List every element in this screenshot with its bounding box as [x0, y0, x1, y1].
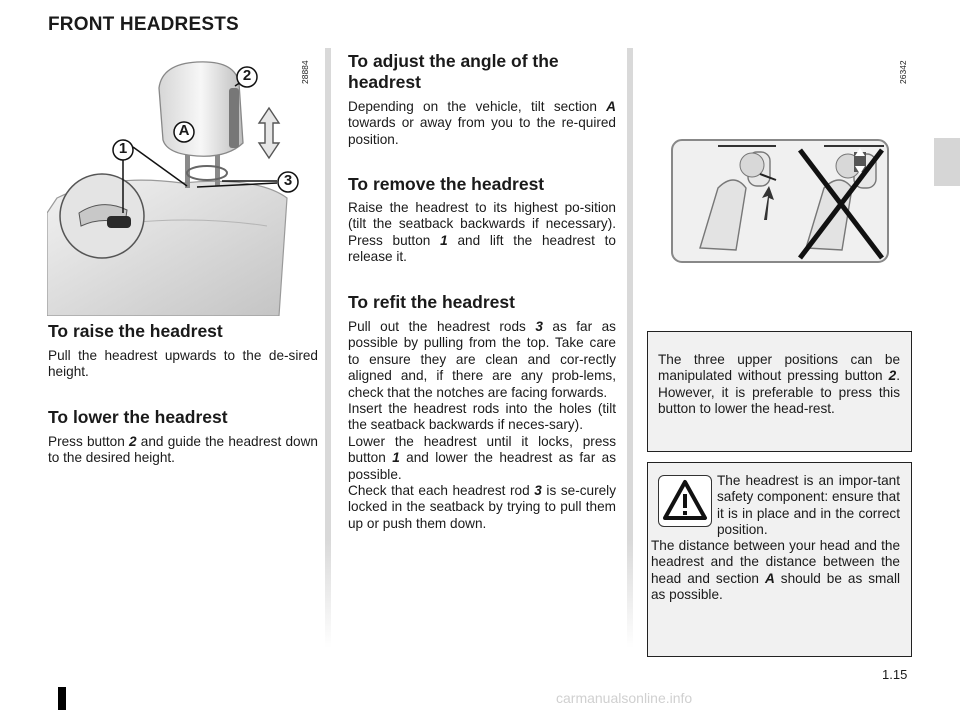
- refit-paragraph-4: Check that each headrest rod 3 is se-curely locked in the seatback by trying to pull them up or push them down.: [348, 483, 616, 531]
- column-divider-left: [325, 48, 331, 648]
- lower-body: Press button 2 and guide the headrest down to the desired height.: [48, 434, 318, 466]
- callout-A: A: [178, 122, 190, 139]
- page-title: FRONT HEADRESTS: [48, 14, 239, 35]
- warning-tail-text: The distance between your head and the headrest and the distance between the head and section A should be as small as possible.: [651, 538, 900, 603]
- refit-heading: To refit the headrest: [348, 292, 515, 312]
- lower-heading: To lower the headrest: [48, 407, 228, 427]
- refit-paragraph-3: Lower the headrest until it locks, press button 1 and lower the headrest as far as possible.: [348, 433, 616, 482]
- headrest-illustration: [47, 48, 317, 316]
- page-number: 1.15: [882, 667, 908, 682]
- remove-heading: To remove the headrest: [348, 174, 545, 194]
- position-figure: [648, 110, 910, 280]
- warning-note: [647, 462, 912, 657]
- warning-triangle-icon: [658, 475, 712, 527]
- callout-2: 2: [242, 67, 252, 84]
- info-note-text: The three upper positions can be manipulated without pressing button 2. However, it is preferable to press this button to lower the head-rest.: [658, 352, 900, 417]
- figure-code-left: 28884: [300, 60, 310, 84]
- remove-body: Raise the headrest to its highest po-sition (tilt the seatback backwards if necessary). Press button 1 and lift the headrest to release it.: [348, 200, 616, 265]
- raise-body: Pull the headrest upwards to the de-sired height.: [48, 348, 318, 380]
- angle-heading: To adjust the angle of the headrest: [348, 51, 559, 92]
- headrest-figure: [47, 48, 317, 316]
- refit-paragraph-2: Insert the headrest rods into the holes (tilt the seatback backwards if neces-sary).: [348, 401, 616, 433]
- warning-lead-text: The headrest is an impor-tant safety component: ensure that it is in place and in the correct position.: [717, 473, 900, 538]
- column-divider-right: [627, 48, 633, 648]
- figure-code-right: 26342: [898, 60, 908, 84]
- refit-body: [348, 319, 616, 532]
- raise-heading: To raise the headrest: [48, 321, 223, 341]
- page-corner-mark: [58, 687, 66, 710]
- info-note: [647, 331, 912, 452]
- callout-1: 1: [118, 140, 128, 157]
- callout-3: 3: [283, 172, 293, 189]
- refit-paragraph-1: Pull out the headrest rods 3 as far as possible by pulling from the top. Take care to ensure they are clean and cor-rectly aligned and, if there are any prob-lems, check that the notches are facing forwards.: [348, 319, 616, 400]
- position-illustration: [648, 110, 910, 280]
- angle-body: Depending on the vehicle, tilt section A towards or away from you to the re-quired position.: [348, 99, 616, 147]
- chapter-tab: [934, 138, 960, 186]
- watermark: carmanualsonline.info: [556, 690, 693, 706]
